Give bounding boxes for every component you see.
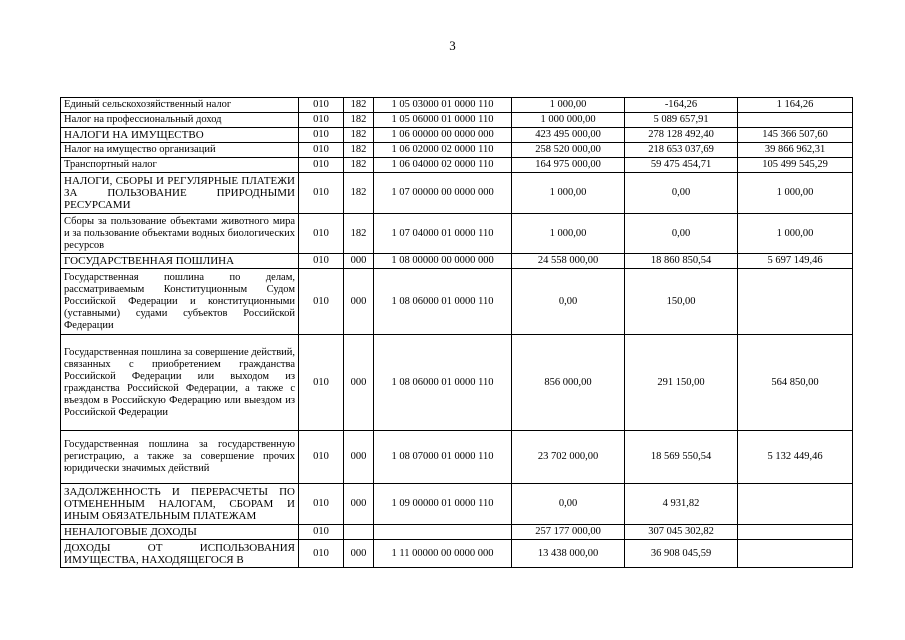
row-difference-cell: 39 866 962,31 (738, 143, 853, 158)
row-plan-amount-cell: 1 000,00 (512, 98, 625, 113)
row-admin-code-cell: 010 (299, 525, 344, 540)
row-kvd-code-cell: 182 (344, 113, 374, 128)
row-fact-amount-cell: 18 860 850,54 (625, 254, 738, 269)
row-kvd-code-cell: 182 (344, 214, 374, 254)
row-kvd-code-cell: 000 (344, 540, 374, 568)
row-plan-amount-cell: 164 975 000,00 (512, 158, 625, 173)
row-plan-amount-cell: 257 177 000,00 (512, 525, 625, 540)
row-name-cell: Государственная пошлина за государственную регистрацию, а также за совершение прочих юридически значимых действий (61, 431, 299, 484)
row-plan-amount-cell: 13 438 000,00 (512, 540, 625, 568)
row-fact-amount-cell: 218 653 037,69 (625, 143, 738, 158)
row-kvd-code-cell: 000 (344, 431, 374, 484)
row-name-cell: Налог на профессиональный доход (61, 113, 299, 128)
row-fact-amount-cell: 150,00 (625, 269, 738, 335)
row-name-cell: Транспортный налог (61, 158, 299, 173)
row-admin-code-cell: 010 (299, 98, 344, 113)
row-budget-code-cell: 1 07 00000 00 0000 000 (374, 173, 512, 214)
row-plan-amount-cell: 0,00 (512, 484, 625, 525)
row-name-cell: НЕНАЛОГОВЫЕ ДОХОДЫ (61, 525, 299, 540)
row-fact-amount-cell: 36 908 045,59 (625, 540, 738, 568)
row-budget-code-cell: 1 08 00000 00 0000 000 (374, 254, 512, 269)
table-body (61, 98, 853, 568)
table-row (61, 484, 853, 525)
table-row (61, 113, 853, 128)
row-budget-code-cell: 1 08 06000 01 0000 110 (374, 269, 512, 335)
row-budget-code-cell: 1 07 04000 01 0000 110 (374, 214, 512, 254)
row-difference-cell (738, 484, 853, 525)
row-fact-amount-cell: 291 150,00 (625, 335, 738, 431)
row-plan-amount-cell: 258 520 000,00 (512, 143, 625, 158)
row-plan-amount-cell: 0,00 (512, 269, 625, 335)
row-difference-cell: 1 000,00 (738, 214, 853, 254)
row-budget-code-cell: 1 05 06000 01 0000 110 (374, 113, 512, 128)
row-difference-cell: 145 366 507,60 (738, 128, 853, 143)
row-difference-cell (738, 113, 853, 128)
row-budget-code-cell: 1 08 07000 01 0000 110 (374, 431, 512, 484)
table-row (61, 214, 853, 254)
row-plan-amount-cell: 423 495 000,00 (512, 128, 625, 143)
row-plan-amount-cell: 24 558 000,00 (512, 254, 625, 269)
row-kvd-code-cell: 182 (344, 98, 374, 113)
row-admin-code-cell: 010 (299, 431, 344, 484)
row-admin-code-cell: 010 (299, 269, 344, 335)
row-budget-code-cell: 1 06 00000 00 0000 000 (374, 128, 512, 143)
row-fact-amount-cell: -164,26 (625, 98, 738, 113)
row-fact-amount-cell: 278 128 492,40 (625, 128, 738, 143)
row-fact-amount-cell: 307 045 302,82 (625, 525, 738, 540)
row-admin-code-cell: 010 (299, 214, 344, 254)
row-admin-code-cell: 010 (299, 143, 344, 158)
row-difference-cell (738, 525, 853, 540)
row-name-cell: Сборы за пользование объектами животного мира и за пользование объектами водных биологических ресурсов (61, 214, 299, 254)
row-difference-cell: 5 697 149,46 (738, 254, 853, 269)
row-admin-code-cell: 010 (299, 254, 344, 269)
row-difference-cell: 1 164,26 (738, 98, 853, 113)
row-budget-code-cell: 1 06 02000 02 0000 110 (374, 143, 512, 158)
table-row (61, 254, 853, 269)
row-admin-code-cell: 010 (299, 113, 344, 128)
row-admin-code-cell: 010 (299, 158, 344, 173)
row-kvd-code-cell: 182 (344, 143, 374, 158)
table-row (61, 525, 853, 540)
row-admin-code-cell: 010 (299, 173, 344, 214)
row-name-cell: НАЛОГИ НА ИМУЩЕСТВО (61, 128, 299, 143)
table-row (61, 128, 853, 143)
row-name-cell: Государственная пошлина по делам, рассматриваемым Конституционным Судом Российской Федерации и конституционными (уставными) судами субъектов Российской Федерации (61, 269, 299, 335)
row-fact-amount-cell: 4 931,82 (625, 484, 738, 525)
row-kvd-code-cell: 000 (344, 254, 374, 269)
table-row (61, 158, 853, 173)
row-budget-code-cell (374, 525, 512, 540)
row-plan-amount-cell: 1 000,00 (512, 214, 625, 254)
page-number: 3 (449, 38, 456, 53)
row-admin-code-cell: 010 (299, 335, 344, 431)
row-kvd-code-cell: 182 (344, 128, 374, 143)
table-row (61, 540, 853, 568)
row-plan-amount-cell: 1 000,00 (512, 173, 625, 214)
row-plan-amount-cell: 23 702 000,00 (512, 431, 625, 484)
table-row (61, 98, 853, 113)
table-row (61, 143, 853, 158)
row-plan-amount-cell: 856 000,00 (512, 335, 625, 431)
table-row (61, 431, 853, 484)
row-name-cell: ЗАДОЛЖЕННОСТЬ И ПЕРЕРАСЧЕТЫ ПО ОТМЕНЕННЫМ НАЛОГАМ, СБОРАМ И ИНЫМ ОБЯЗАТЕЛЬНЫМ ПЛАТЕЖАМ (61, 484, 299, 525)
row-difference-cell: 564 850,00 (738, 335, 853, 431)
row-fact-amount-cell: 0,00 (625, 173, 738, 214)
row-fact-amount-cell: 59 475 454,71 (625, 158, 738, 173)
table-row (61, 173, 853, 214)
row-budget-code-cell: 1 08 06000 01 0000 110 (374, 335, 512, 431)
row-kvd-code-cell: 000 (344, 269, 374, 335)
row-kvd-code-cell (344, 525, 374, 540)
row-fact-amount-cell: 0,00 (625, 214, 738, 254)
row-budget-code-cell: 1 06 04000 02 0000 110 (374, 158, 512, 173)
row-fact-amount-cell: 5 089 657,91 (625, 113, 738, 128)
row-budget-code-cell: 1 11 00000 00 0000 000 (374, 540, 512, 568)
row-difference-cell: 1 000,00 (738, 173, 853, 214)
row-admin-code-cell: 010 (299, 484, 344, 525)
row-admin-code-cell: 010 (299, 128, 344, 143)
row-kvd-code-cell: 000 (344, 484, 374, 525)
row-difference-cell (738, 269, 853, 335)
row-name-cell: НАЛОГИ, СБОРЫ И РЕГУЛЯРНЫЕ ПЛАТЕЖИ ЗА ПОЛЬЗОВАНИЕ ПРИРОДНЫМИ РЕСУРСАМИ (61, 173, 299, 214)
table-row (61, 335, 853, 431)
row-name-cell: ДОХОДЫ ОТ ИСПОЛЬЗОВАНИЯ ИМУЩЕСТВА, НАХОДЯЩЕГОСЯ В (61, 540, 299, 568)
row-name-cell: Государственная пошлина за совершение действий, связанных с приобретением гражданства Российской Федерации или выходом из гражданства Российской Федерации, а также с въездом в Российскую Федерацию или выездом из Российской Федерации (61, 335, 299, 431)
row-budget-code-cell: 1 05 03000 01 0000 110 (374, 98, 512, 113)
row-budget-code-cell: 1 09 00000 01 0000 110 (374, 484, 512, 525)
row-plan-amount-cell: 1 000 000,00 (512, 113, 625, 128)
row-difference-cell (738, 540, 853, 568)
row-admin-code-cell: 010 (299, 540, 344, 568)
row-fact-amount-cell: 18 569 550,54 (625, 431, 738, 484)
row-kvd-code-cell: 182 (344, 173, 374, 214)
row-name-cell: Налог на имущество организаций (61, 143, 299, 158)
row-name-cell: Единый сельскохозяйственный налог (61, 98, 299, 113)
row-difference-cell: 5 132 449,46 (738, 431, 853, 484)
row-name-cell: ГОСУДАРСТВЕННАЯ ПОШЛИНА (61, 254, 299, 269)
row-kvd-code-cell: 182 (344, 158, 374, 173)
row-difference-cell: 105 499 545,29 (738, 158, 853, 173)
revenue-table (60, 97, 853, 568)
table-row (61, 269, 853, 335)
row-kvd-code-cell: 000 (344, 335, 374, 431)
